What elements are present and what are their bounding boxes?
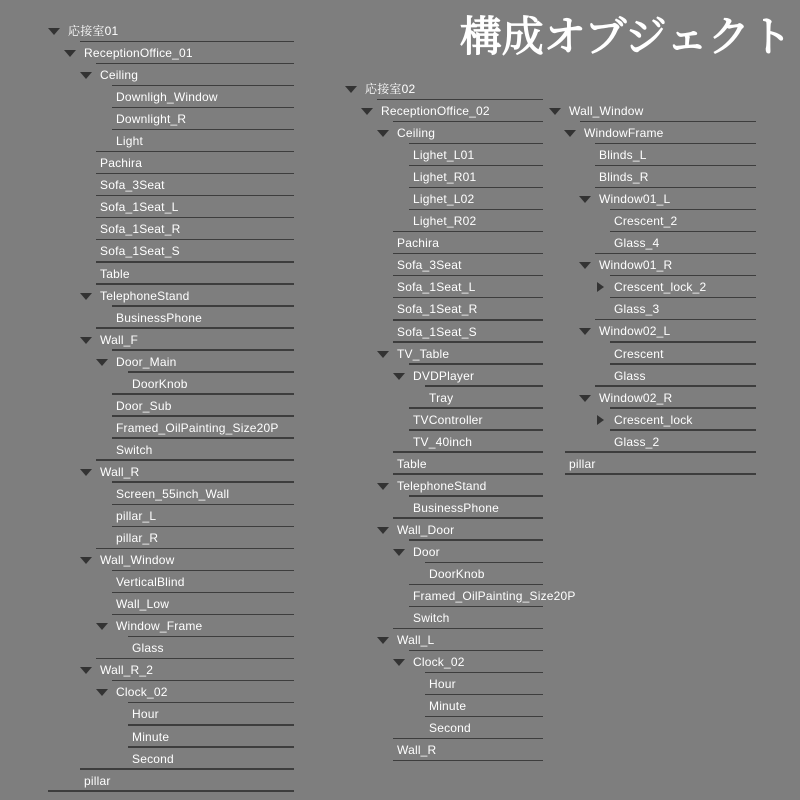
- tree-item-label: Wall_L: [397, 633, 435, 648]
- tree-item-label: TV_Table: [397, 346, 450, 361]
- expanded-arrow-icon[interactable]: [80, 667, 92, 674]
- tree-item[interactable]: [365, 100, 543, 122]
- expanded-arrow-icon[interactable]: [80, 469, 92, 476]
- tree-item[interactable]: [569, 188, 756, 210]
- tree-item[interactable]: [569, 276, 756, 298]
- tree-item-label: Wall_R: [100, 464, 140, 479]
- tree-item-label: Clock_02: [413, 655, 465, 670]
- tree-item[interactable]: [365, 210, 543, 232]
- tree-item-label: Blinds_R: [599, 170, 649, 185]
- collapsed-arrow-icon[interactable]: [597, 415, 604, 425]
- tree-item-label: Sofa_1Seat_S: [100, 244, 180, 259]
- expanded-arrow-icon[interactable]: [80, 557, 92, 564]
- tree-item-label: DoorKnob: [132, 376, 188, 391]
- expanded-arrow-icon[interactable]: [377, 483, 389, 490]
- tree-item-label: Door: [413, 544, 440, 559]
- tree-item-label: Sofa_1Seat_S: [397, 324, 477, 339]
- tree-item-label: Wall_Low: [116, 597, 170, 612]
- tree-item-label: Sofa_1Seat_L: [100, 200, 179, 215]
- tree-item-label: Framed_OilPainting_Size20P: [116, 420, 279, 435]
- tree-item[interactable]: [569, 122, 756, 144]
- expanded-arrow-icon[interactable]: [377, 130, 389, 137]
- tree-item-label: Window_Frame: [116, 619, 203, 634]
- tree-item[interactable]: [365, 188, 543, 210]
- tree-item[interactable]: [569, 254, 756, 276]
- tree-item[interactable]: [569, 431, 756, 453]
- expanded-arrow-icon[interactable]: [64, 50, 76, 57]
- tree-item[interactable]: [569, 453, 756, 475]
- tree-item[interactable]: [365, 387, 543, 409]
- tree-item[interactable]: [365, 695, 543, 717]
- tree-item[interactable]: [68, 527, 294, 549]
- tree-item-label: ReceptionOffice_02: [381, 104, 490, 119]
- tree-item-label: Second: [132, 751, 174, 766]
- tree-item-label: Switch: [413, 611, 450, 626]
- tree-item-label: Crescent_lock: [614, 412, 693, 427]
- expanded-arrow-icon[interactable]: [361, 108, 373, 115]
- tree-item-label: Glass: [132, 641, 164, 656]
- tree-item-label: Ceiling: [397, 126, 436, 141]
- tree-item-label: Pachira: [100, 156, 143, 171]
- tree-item-label: BusinessPhone: [413, 500, 499, 515]
- tree-item[interactable]: [68, 726, 294, 748]
- tree-item-label: Wall_Door: [397, 522, 455, 537]
- tree-item-label: Lighet_R01: [413, 170, 477, 185]
- expanded-arrow-icon[interactable]: [80, 337, 92, 344]
- tree-item-label: TelephoneStand: [397, 478, 487, 493]
- tree-item[interactable]: [569, 298, 756, 320]
- tree-item[interactable]: [569, 320, 756, 342]
- tree-item-label: Wall_R_2: [100, 663, 154, 678]
- expanded-arrow-icon[interactable]: [549, 108, 561, 115]
- tree-item-label: Glass_3: [614, 302, 660, 317]
- tree-item[interactable]: [68, 505, 294, 527]
- tree-item[interactable]: [68, 351, 294, 373]
- tree-item[interactable]: [569, 166, 756, 188]
- tree-item-label: Glass_2: [614, 434, 660, 449]
- tree-item-label: Hour: [429, 677, 456, 692]
- tree-item-label: Wall_R: [397, 743, 437, 758]
- tree-item[interactable]: [68, 703, 294, 725]
- tree-item[interactable]: [68, 218, 294, 240]
- tree-item-label: Sofa_1Seat_R: [100, 222, 181, 237]
- tree-item-label: Glass: [614, 368, 646, 383]
- tree-item[interactable]: [365, 166, 543, 188]
- tree-item[interactable]: [365, 563, 543, 585]
- tree-item[interactable]: [365, 343, 543, 365]
- tree-item[interactable]: [68, 770, 294, 792]
- tree-item[interactable]: [68, 86, 294, 108]
- expanded-arrow-icon[interactable]: [579, 328, 591, 335]
- expanded-arrow-icon[interactable]: [377, 351, 389, 358]
- tree-item[interactable]: [365, 651, 543, 673]
- tree-column-2: [365, 78, 576, 761]
- tree-item[interactable]: [68, 549, 294, 571]
- tree-item-label: Lighet_L01: [413, 148, 475, 163]
- tree-item-label: Wall_Window: [569, 104, 644, 118]
- tree-item-label: Wall_Window: [100, 553, 175, 568]
- tree-item-label: pillar: [569, 456, 596, 471]
- tree-item-label: Table: [100, 266, 130, 281]
- tree-item[interactable]: [569, 365, 756, 387]
- tree-item[interactable]: [365, 321, 543, 343]
- tree-item-label: WindowFrame: [584, 126, 664, 141]
- tree-item[interactable]: [68, 461, 294, 483]
- tree-item[interactable]: [365, 254, 543, 276]
- tree-item[interactable]: [569, 232, 756, 254]
- tree-item[interactable]: [569, 144, 756, 166]
- tree-item-label: Hour: [132, 707, 159, 722]
- page-title: 構成オブジェクト: [459, 13, 792, 60]
- tree-item-label: Door_Main: [116, 354, 177, 369]
- tree-item[interactable]: [365, 232, 543, 254]
- tree-item-label: pillar_R: [116, 531, 159, 546]
- tree-item-label: Sofa_3Seat: [397, 258, 462, 273]
- tree-item-label: Pachira: [397, 236, 440, 251]
- tree-item[interactable]: [365, 607, 543, 629]
- tree-item-label: Minute: [132, 729, 170, 744]
- tree-item[interactable]: [68, 483, 294, 505]
- expanded-arrow-icon[interactable]: [96, 689, 108, 696]
- tree-item[interactable]: [569, 387, 756, 409]
- tree-item[interactable]: [365, 475, 543, 497]
- expanded-arrow-icon[interactable]: [377, 637, 389, 644]
- tree-item-label: Sofa_3Seat: [100, 178, 165, 193]
- tree-item[interactable]: [68, 108, 294, 130]
- collapsed-arrow-icon[interactable]: [597, 282, 604, 292]
- tree-item[interactable]: [68, 571, 294, 593]
- expanded-arrow-icon[interactable]: [377, 527, 389, 534]
- tree-item-label: Door_Sub: [116, 398, 172, 413]
- tree-item[interactable]: [68, 593, 294, 615]
- tree-item[interactable]: [68, 42, 294, 64]
- tree-item[interactable]: [68, 615, 294, 637]
- tree-item-label: Minute: [429, 699, 467, 714]
- expanded-arrow-icon[interactable]: [564, 130, 576, 137]
- expanded-arrow-icon[interactable]: [48, 28, 60, 35]
- tree-item-label: 応接室02: [365, 82, 416, 96]
- tree-item-label: ReceptionOffice_01: [84, 46, 193, 61]
- tree-item-label: TVController: [413, 412, 483, 427]
- tree-item[interactable]: [68, 307, 294, 329]
- tree-item[interactable]: [365, 629, 543, 651]
- tree-item-label: Downlight_R: [116, 112, 187, 127]
- tree-item-label: Glass_4: [614, 236, 660, 251]
- expanded-arrow-icon[interactable]: [579, 262, 591, 269]
- expanded-arrow-icon[interactable]: [96, 623, 108, 630]
- tree-item[interactable]: [365, 276, 543, 298]
- tree-item-label: Table: [397, 456, 427, 471]
- tree-item-label: Tray: [429, 390, 454, 405]
- row-underline: [48, 790, 294, 792]
- tree-item[interactable]: [68, 329, 294, 351]
- tree-item[interactable]: [68, 748, 294, 770]
- row-underline: [565, 473, 756, 475]
- tree-item[interactable]: [68, 373, 294, 395]
- tree-item[interactable]: [68, 637, 294, 659]
- tree-item[interactable]: [365, 453, 543, 475]
- tree-item[interactable]: [365, 541, 543, 563]
- expanded-arrow-icon[interactable]: [393, 373, 405, 380]
- tree-item[interactable]: [365, 144, 543, 166]
- tree-item[interactable]: [68, 417, 294, 439]
- tree-item-label: Screen_55inch_Wall: [116, 486, 230, 501]
- expanded-arrow-icon[interactable]: [393, 659, 405, 666]
- tree-item[interactable]: [365, 497, 543, 519]
- expanded-arrow-icon[interactable]: [579, 395, 591, 402]
- tree-item[interactable]: [68, 240, 294, 262]
- expanded-arrow-icon[interactable]: [393, 549, 405, 556]
- tree-item[interactable]: [365, 431, 543, 453]
- tree-item-label: Second: [429, 721, 471, 736]
- expanded-arrow-icon[interactable]: [345, 86, 357, 93]
- tree-item-label: Window01_R: [599, 258, 673, 273]
- tree-item[interactable]: [68, 681, 294, 703]
- tree-item-label: Framed_OilPainting_Size20P: [413, 589, 576, 604]
- tree-item[interactable]: [365, 298, 543, 320]
- tree-item-label: DoorKnob: [429, 567, 485, 582]
- tree-item[interactable]: [68, 439, 294, 461]
- expanded-arrow-icon[interactable]: [96, 359, 108, 366]
- tree-item[interactable]: [365, 585, 576, 607]
- tree-item-label: Ceiling: [100, 68, 139, 83]
- tree-item[interactable]: [68, 659, 294, 681]
- tree-item-label: TV_40inch: [413, 434, 473, 449]
- tree-item-label: Downligh_Window: [116, 90, 218, 105]
- tree-item[interactable]: [68, 64, 294, 86]
- tree-item-label: TelephoneStand: [100, 288, 190, 303]
- tree-item[interactable]: [68, 196, 294, 218]
- expanded-arrow-icon[interactable]: [579, 196, 591, 203]
- tree-column-1: [68, 20, 294, 792]
- tree-item[interactable]: [365, 78, 543, 100]
- tree-item-label: Crescent_2: [614, 214, 678, 229]
- tree-item[interactable]: [365, 673, 543, 695]
- tree-item-label: VerticalBlind: [116, 575, 185, 590]
- tree-item[interactable]: [569, 343, 756, 365]
- tree-item[interactable]: [365, 519, 543, 541]
- tree-item-label: Lighet_L02: [413, 192, 475, 207]
- tree-item-label: Window02_L: [599, 324, 671, 339]
- tree-item[interactable]: [68, 20, 294, 42]
- tree-item-label: Window02_R: [599, 390, 673, 405]
- tree-item-label: BusinessPhone: [116, 310, 202, 325]
- tree-item[interactable]: [365, 122, 543, 144]
- tree-item-label: pillar: [84, 773, 111, 788]
- tree-item[interactable]: [68, 395, 294, 417]
- tree-item-label: Clock_02: [116, 685, 168, 700]
- tree-item-label: Window01_L: [599, 192, 671, 207]
- tree-item[interactable]: [68, 174, 294, 196]
- tree-item-label: DVDPlayer: [413, 368, 475, 383]
- tree-item[interactable]: [365, 739, 543, 761]
- tree-item[interactable]: [569, 409, 756, 431]
- tree-item-label: Wall_F: [100, 332, 139, 347]
- tree-item[interactable]: [569, 100, 756, 122]
- tree-item[interactable]: [68, 263, 294, 285]
- tree-item[interactable]: [365, 365, 543, 387]
- tree-item[interactable]: [569, 210, 756, 232]
- tree-item-label: Lighet_R02: [413, 214, 477, 229]
- tree-item-label: Crescent_lock_2: [614, 280, 707, 295]
- tree-item[interactable]: [365, 717, 543, 739]
- tree-item-label: Blinds_L: [599, 148, 647, 163]
- expanded-arrow-icon[interactable]: [80, 72, 92, 79]
- tree-item-label: Light: [116, 134, 144, 149]
- tree-item-label: Sofa_1Seat_L: [397, 280, 476, 295]
- tree-item[interactable]: [68, 285, 294, 307]
- expanded-arrow-icon[interactable]: [80, 293, 92, 300]
- tree-item[interactable]: [68, 130, 294, 152]
- tree-item-label: Sofa_1Seat_R: [397, 302, 478, 317]
- tree-item-label: pillar_L: [116, 509, 157, 524]
- tree-column-3: [569, 100, 756, 475]
- tree-item-label: Switch: [116, 442, 153, 457]
- tree-item[interactable]: [68, 152, 294, 174]
- row-underline: [393, 760, 543, 762]
- tree-item-label: Crescent: [614, 346, 664, 361]
- tree-item-label: 応接室01: [68, 24, 119, 38]
- tree-item[interactable]: [365, 409, 543, 431]
